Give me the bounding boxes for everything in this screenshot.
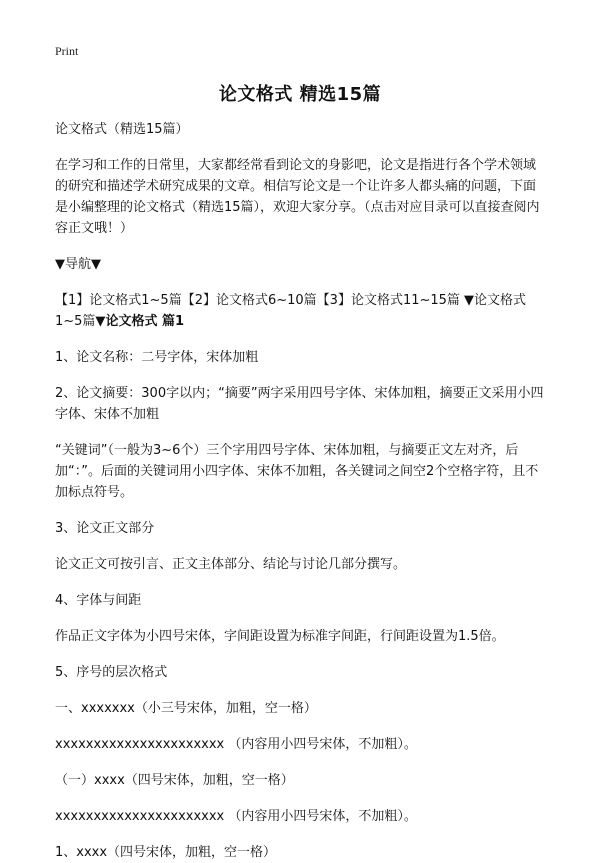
level-3-format: 1、xxxx（四号宋体，加粗，空一格） <box>55 845 277 860</box>
level-1-content: xxxxxxxxxxxxxxxxxxxxxx （内容用小四号宋体，不加粗）。 <box>55 737 417 752</box>
nav-current-section[interactable]: 论文格式 篇1 <box>105 314 185 329</box>
item-2: 2、论文摘要：300字以内；“摘要”两字采用四号字体、宋体加粗，摘要正文采用小四字体、宋体不加粗 <box>55 386 544 422</box>
document-title: 论文格式 精选15篇 <box>218 84 382 105</box>
item-4: 4、字体与间距 <box>55 593 142 608</box>
subtitle: 论文格式（精选15篇） <box>55 122 189 137</box>
item-3-description: 论文正文可按引言、正文主体部分、结论与讨论几部分撰写。 <box>55 557 407 572</box>
item-3: 3、论文正文部分 <box>55 521 155 536</box>
keywords-paragraph: “关键词”（一般为3~6个）三个字用四号字体、宋体加粗，与摘要正文左对齐，后加“：”。后面的关键词用小四字体、宋体不加粗，各关键词之间空2个空格字符，且不加标点符号。 <box>55 443 539 500</box>
nav-links[interactable] <box>55 290 545 332</box>
level-2-content: xxxxxxxxxxxxxxxxxxxxxx （内容用小四号宋体，不加粗）。 <box>55 809 417 824</box>
intro-paragraph: 在学习和工作的日常里，大家都经常看到论文的身影吧，论文是指进行各个学术领域的研究和描述学术研究成果的文章。相信写论文是一个让许多人都头痛的问题，下面是小编整理的论文格式（精选15篇），欢迎大家分享。（点击对应目录可以直接查阅内容正文哦！） <box>55 158 540 236</box>
level-2-format: （一）xxxx（四号宋体，加粗，空一格） <box>55 773 294 788</box>
nav-heading: ▼导航▼ <box>55 257 101 272</box>
print-label: Print <box>55 44 79 58</box>
level-1-format: 一、xxxxxxx（小三号宋体，加粗，空一格） <box>55 701 317 716</box>
item-1: 1、论文名称：二号字体，宋体加粗 <box>55 350 259 365</box>
item-4-description: 作品正文字体为小四号宋体，字间距设置为标准字间距，行间距设置为1.5倍。 <box>55 629 505 644</box>
item-5: 5、序号的层次格式 <box>55 665 168 680</box>
document-body <box>55 119 545 863</box>
nav-links-text[interactable]: 【1】论文格式1~5篇【2】论文格式6~10篇【3】论文格式11~15篇 ▼论文格式1~5篇▼ <box>55 293 527 329</box>
